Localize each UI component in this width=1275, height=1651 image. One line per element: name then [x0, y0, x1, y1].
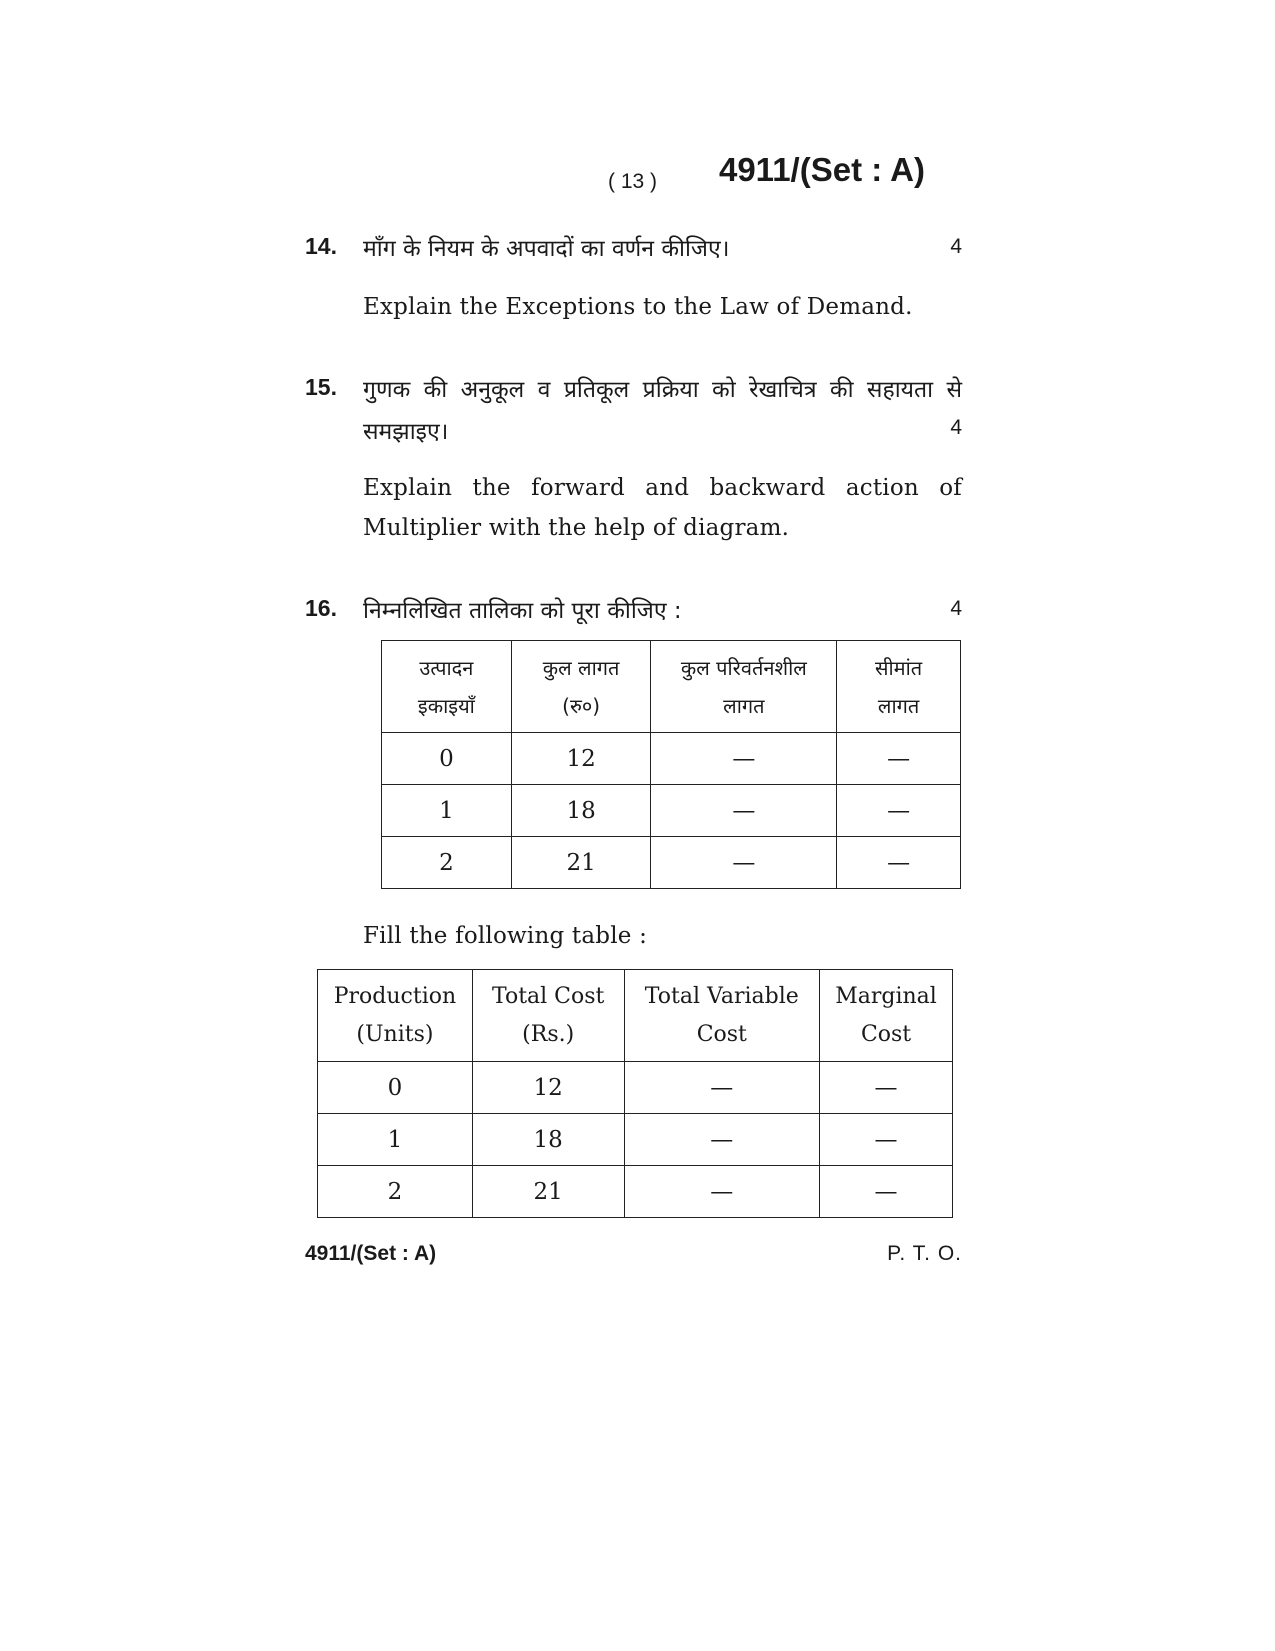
table-header-cell: कुल लागत (रु०)	[511, 641, 651, 733]
table-header-cell: Total Cost (Rs.)	[472, 970, 624, 1062]
table-header-cell: सीमांत लागत	[837, 641, 961, 733]
question-15-marks: 4	[950, 416, 962, 439]
english-cost-table	[317, 969, 953, 1218]
table-cell: 1	[382, 785, 512, 837]
table-cell: 18	[472, 1114, 624, 1166]
question-14-hindi: माँग के नियम के अपवादों का वर्णन कीजिए।	[363, 236, 730, 262]
question-16-english: Fill the following table :	[363, 923, 648, 949]
table-cell: —	[820, 1166, 953, 1218]
table-header-cell: कुल परिवर्तनशील लागत	[651, 641, 837, 733]
table-row	[318, 1166, 953, 1218]
table-cell: —	[651, 785, 837, 837]
table-cell: —	[624, 1114, 820, 1166]
table-cell: 21	[472, 1166, 624, 1218]
table-cell: —	[651, 837, 837, 889]
table-cell: 0	[382, 733, 512, 785]
question-16-hindi: निम्नलिखित तालिका को पूरा कीजिए :	[363, 598, 682, 624]
table-cell: 2	[318, 1166, 473, 1218]
pto-label: P. T. O.	[887, 1242, 962, 1265]
table-row	[318, 1114, 953, 1166]
question-15-hindi-line1: गुणक की अनुकूल व प्रतिकूल प्रक्रिया को रेखाचित्र की सहायता से	[363, 377, 962, 403]
question-15-english-line1: Explain the forward and backward action of	[363, 475, 962, 501]
table-header-row	[382, 641, 961, 733]
table-row	[382, 733, 961, 785]
question-14-marks: 4	[950, 235, 962, 258]
table-header-row	[318, 970, 953, 1062]
question-16-marks: 4	[950, 597, 962, 620]
table-row	[318, 1062, 953, 1114]
table-cell: —	[651, 733, 837, 785]
table-header-cell: Total Variable Cost	[624, 970, 820, 1062]
table-cell: —	[837, 733, 961, 785]
question-15-number: 15.	[305, 374, 337, 400]
footer-paper-code: 4911/(Set : A)	[305, 1242, 437, 1265]
table-cell: —	[820, 1062, 953, 1114]
table-cell: 12	[511, 733, 651, 785]
table-cell: —	[837, 837, 961, 889]
table-cell: —	[624, 1062, 820, 1114]
table-cell: —	[624, 1166, 820, 1218]
question-15-hindi-line2: समझाइए।	[363, 419, 449, 445]
table-header-cell: Marginal Cost	[820, 970, 953, 1062]
question-16-number: 16.	[305, 595, 337, 621]
table-cell: 2	[382, 837, 512, 889]
table-cell: 0	[318, 1062, 473, 1114]
table-cell: —	[820, 1114, 953, 1166]
table-cell: 12	[472, 1062, 624, 1114]
table-cell: —	[837, 785, 961, 837]
paper-code: 4911/(Set : A)	[718, 151, 925, 188]
table-header-cell: उत्पादन इकाइयाँ	[382, 641, 512, 733]
table-row	[382, 785, 961, 837]
table-cell: 1	[318, 1114, 473, 1166]
page-number: ( 13 )	[608, 170, 658, 193]
hindi-cost-table	[381, 640, 961, 889]
question-15-english-line2: Multiplier with the help of diagram.	[363, 515, 790, 541]
table-header-cell: Production (Units)	[318, 970, 473, 1062]
question-14-number: 14.	[305, 233, 337, 259]
table-row	[382, 837, 961, 889]
question-14-english: Explain the Exceptions to the Law of Demand.	[363, 294, 913, 320]
table-cell: 18	[511, 785, 651, 837]
table-cell: 21	[511, 837, 651, 889]
